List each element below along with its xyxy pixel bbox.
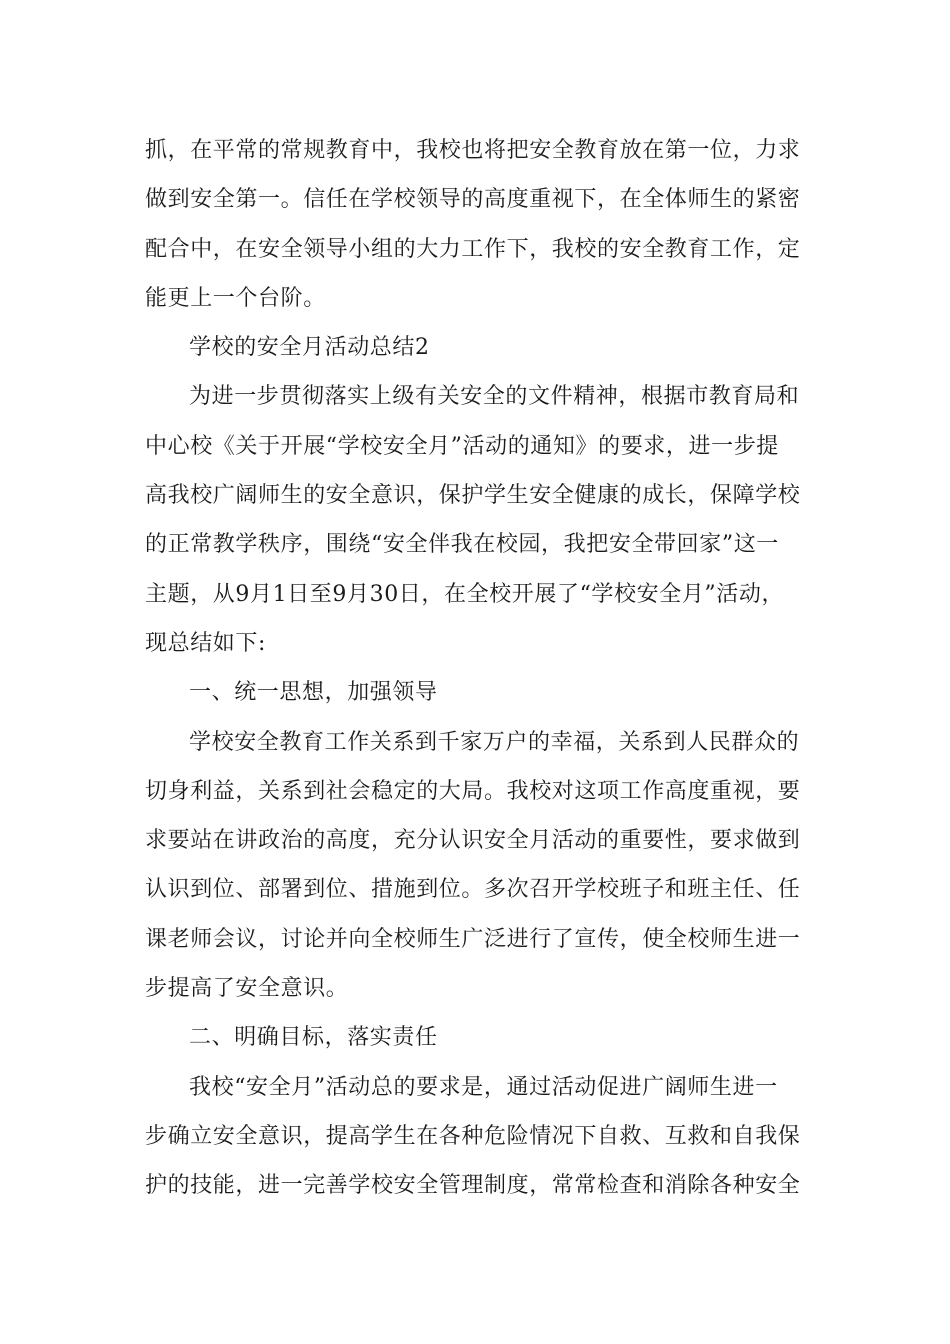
text-line: 切身利益，关系到社会稳定的大局。我校对这项工作高度重视，要 <box>145 778 801 804</box>
text-line: 做到安全第一。信任在学校领导的高度重视下，在全体师生的紧密 <box>145 187 801 213</box>
text-line: 步确立安全意识，提高学生在各种危险情况下自救、互救和自我保 <box>145 1123 801 1149</box>
text-line: 求要站在讲政治的高度，充分认识安全月活动的重要性，要求做到 <box>145 828 801 854</box>
section-heading: 一、统一思想，加强领导 <box>189 680 438 706</box>
paragraph-start: 我校“安全月”活动总的要求是，通过活动促进广阔师生进一 <box>189 1074 778 1100</box>
text-line: 护的技能，进一完善学校安全管理制度，常常检查和消除各种安全 <box>145 1173 801 1199</box>
text-line: 认识到位、部署到位、措施到位。多次召开学校班子和班主任、任 <box>145 877 801 903</box>
text-line: 步提高了安全意识。 <box>145 976 349 1002</box>
text-line: 能更上一个台阶。 <box>145 285 326 311</box>
section-title: 学校的安全月活动总结2 <box>189 335 430 361</box>
section-heading: 二、明确目标，落实责任 <box>189 1025 438 1051</box>
paragraph-start: 为进一步贯彻落实上级有关安全的文件精神，根据市教育局和 <box>189 384 800 410</box>
text-line: 主题，从9月1日至9月30日，在全校开展了“学校安全月”活动， <box>145 581 785 607</box>
paragraph-start: 学校安全教育工作关系到千家万户的幸福，关系到人民群众的 <box>189 729 800 755</box>
text-line: 抓，在平常的常规教育中，我校也将把安全教育放在第一位，力求 <box>145 138 801 163</box>
text-line: 的正常教学秩序，围绕“安全伴我在校园，我把安全带回家”这一 <box>145 532 779 558</box>
document-page <box>145 126 807 1211</box>
text-line: 配合中，在安全领导小组的大力工作下，我校的安全教育工作，定 <box>145 236 801 262</box>
text-line: 现总结如下: <box>145 630 267 656</box>
text-line: 中心校《关于开展“学校安全月”活动的通知》的要求，进一步提 <box>145 433 779 459</box>
text-line: 高我校广阔师生的安全意识，保护学生安全健康的成长，保障学校 <box>145 483 801 509</box>
text-line: 课老师会议，讨论并向全校师生广泛进行了宣传，使全校师生进一 <box>145 926 801 952</box>
